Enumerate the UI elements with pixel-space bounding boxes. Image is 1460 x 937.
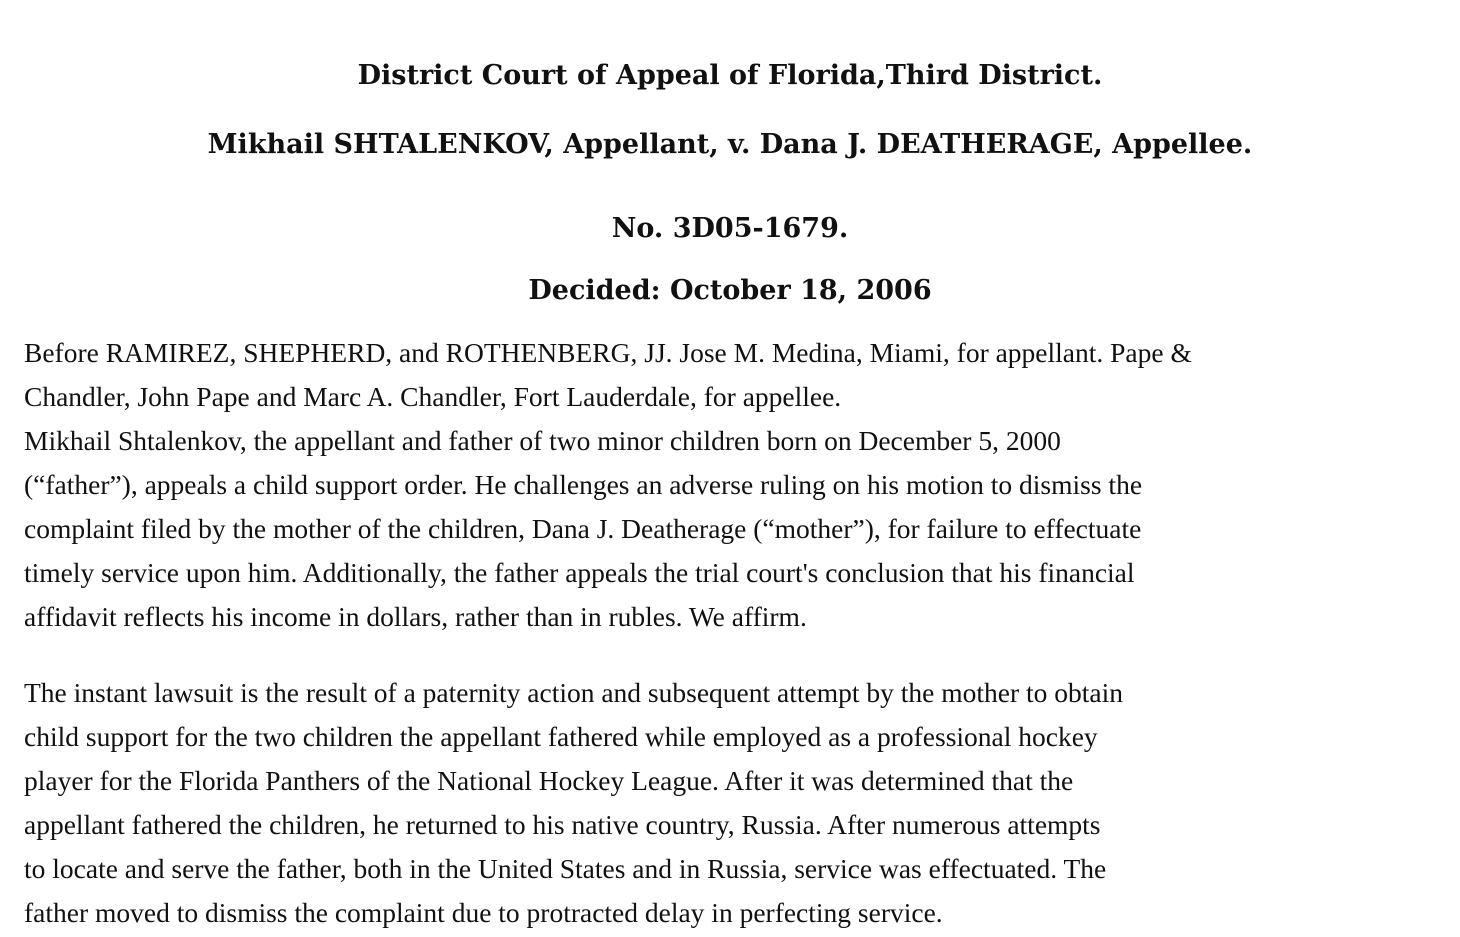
- text-line: child support for the two children the appellant fathered while employed as a professional hockey: [24, 720, 1098, 752]
- text-line: timely service upon him. Additionally, the father appeals the trial court's conclusion that his financial: [24, 556, 1135, 588]
- text-line: Before RAMIREZ, SHEPHERD, and ROTHENBERG, JJ. Jose M. Medina, Miami, for appellant. Pape &: [24, 337, 1192, 368]
- paragraph-panel-and-counsel: [24, 331, 1436, 419]
- text-line: father moved to dismiss the complaint due to protracted delay in perfecting service.: [24, 896, 943, 928]
- text-line: player for the Florida Panthers of the National Hockey League. After it was determined that the: [24, 764, 1074, 796]
- paragraph-introduction: [24, 419, 1436, 639]
- paragraph-background: [24, 671, 1436, 934]
- text-line: appellant fathered the children, he returned to his native country, Russia. After numerous attempts: [24, 808, 1101, 840]
- case-parties-heading: Mikhail SHTALENKOV, Appellant, v. Dana J. DEATHERAGE, Appellee.: [207, 129, 1253, 160]
- text-line: complaint filed by the mother of the children, Dana J. Deatherage (“mother”), for failure to effectuate: [24, 512, 1142, 544]
- text-line: affidavit reflects his income in dollars, rather than in rubles. We affirm.: [24, 600, 807, 632]
- text-line: Chandler, John Pape and Marc A. Chandler, Fort Lauderdale, for appellee.: [24, 380, 842, 412]
- text-line: (“father”), appeals a child support order. He challenges an adverse ruling on his motion to dismiss the: [24, 468, 1143, 500]
- decided-date-heading: Decided: October 18, 2006: [528, 275, 932, 306]
- text-line: to locate and serve the father, both in the United States and in Russia, service was effectuated. The: [24, 852, 1107, 884]
- text-line: Mikhail Shtalenkov, the appellant and father of two minor children born on December 5, 2000: [24, 425, 1061, 456]
- case-number-heading: No. 3D05-1679.: [611, 213, 849, 244]
- court-name-heading: District Court of Appeal of Florida,Third District.: [357, 60, 1103, 91]
- text-line: The instant lawsuit is the result of a paternity action and subsequent attempt by the mother to obtain: [24, 677, 1123, 708]
